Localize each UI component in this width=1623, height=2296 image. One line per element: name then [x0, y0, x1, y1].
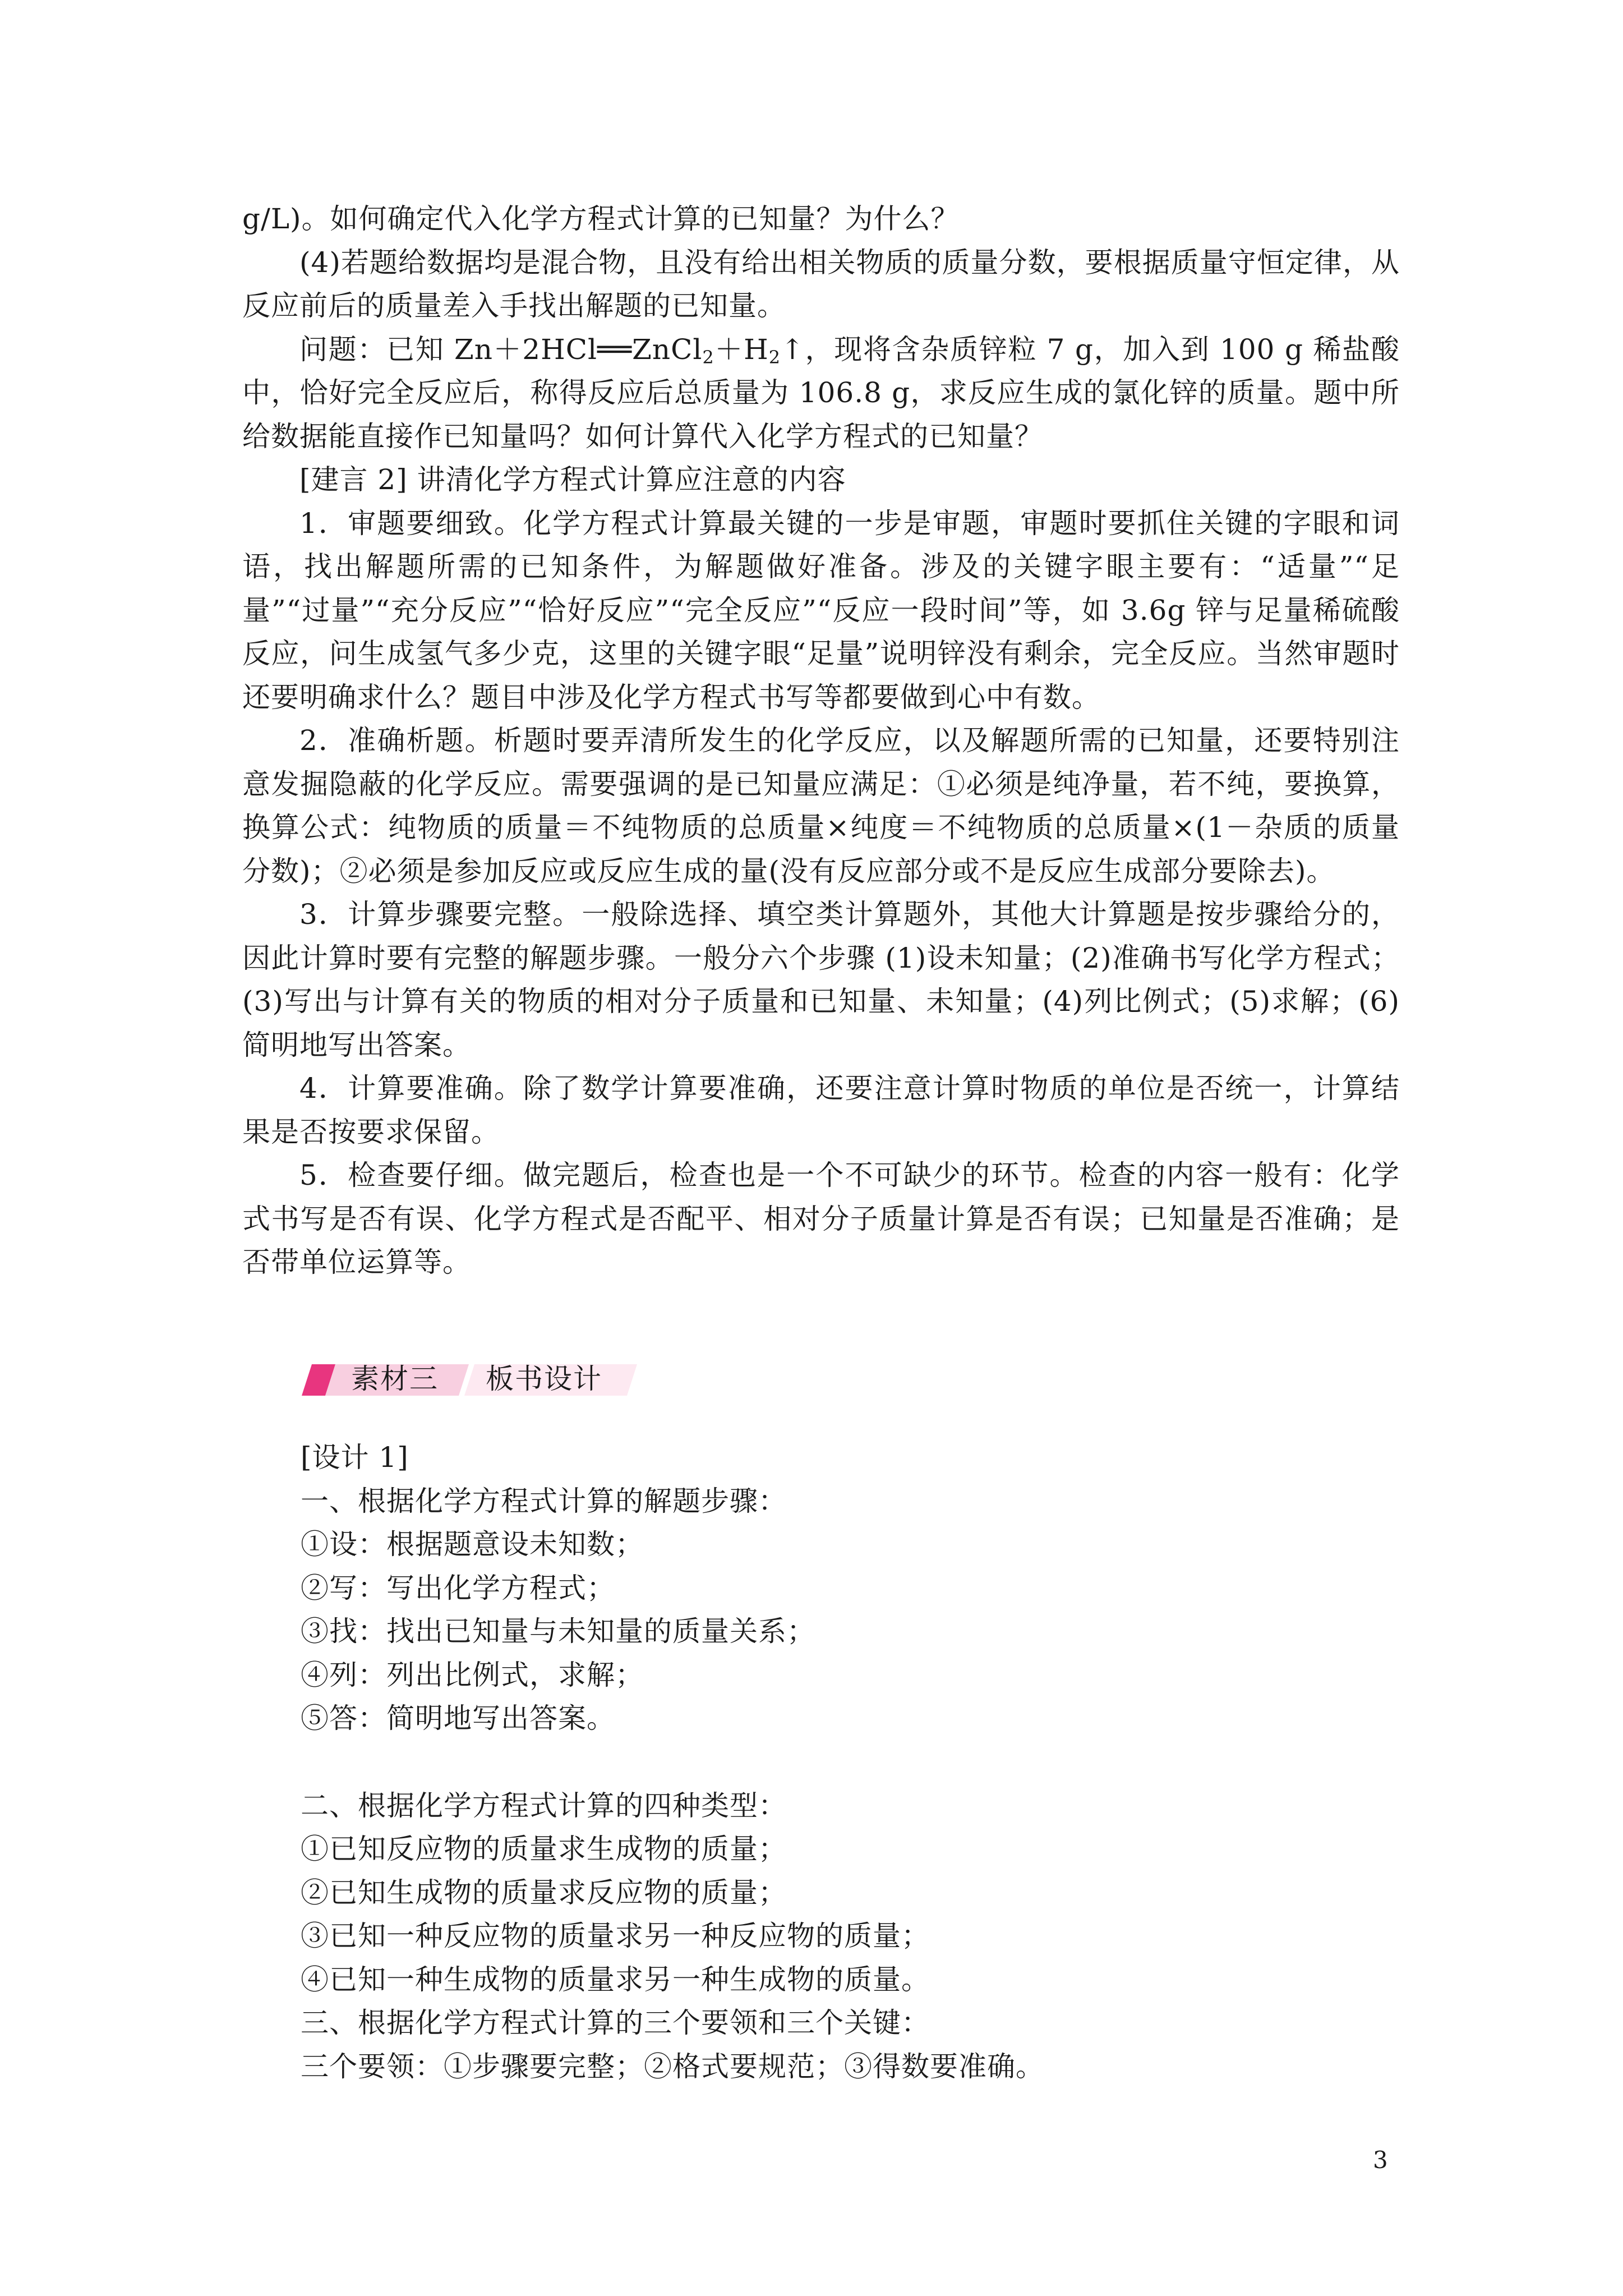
part2-item: ③已知一种反应物的质量求另一种反应物的质量；: [301, 1920, 930, 1952]
part1-item: ①设：根据题意设未知数；: [301, 1528, 644, 1561]
part2-item: ②已知生成物的质量求反应物的质量；: [301, 1876, 787, 1909]
point-3: 3．计算步骤要完整。一般除选择、填空类计算题外，其他大计算题是按步骤给分的，因此计算时要有完整的解题步骤。一般分六个步骤 (1)设未知量；(2)准确书写化学方程式；(3)写出与计算有关的物质的相对分子质量和已知量、未知量；(4)列比例式；(5)求解；(6)简明地写出答案。: [242, 898, 1400, 1061]
point-1: 1．审题要细致。化学方程式计算最关键的一步是审题，审题时要抓住关键的字眼和词语，找出解题所需的已知条件，为解题做好准备。涉及的关键字眼主要有：“适量”“足量”“过量”“充分反应”“恰好反应”“完全反应”“反应一段时间”等，如 3.6g 锌与足量稀硫酸反应，问生成氢气多少克，这里的关键字眼“足量”说明锌没有剩余，完全反应。当然审题时还要明确求什么？题目中涉及化学方程式书写等都要做到心中有数。: [242, 507, 1400, 714]
suggestion-heading: [建言 2] 讲清化学方程式计算应注意的内容: [299, 463, 846, 496]
part1-title: 一、根据化学方程式计算的解题步骤：: [301, 1484, 787, 1517]
design-heading: [设计 1]: [301, 1441, 409, 1474]
point-5: 5．检查要仔细。做完题后，检查也是一个不可缺少的环节。检查的内容一般有：化学式书写是否有误、化学方程式是否配平、相对分子质量计算是否有误；已知量是否准确；是否带单位运算等。: [242, 1159, 1400, 1278]
point-2: 2．准确析题。析题时要弄清所发生的化学反应，以及解题所需的已知量，还要特别注意发掘隐蔽的化学反应。需要强调的是已知量应满足：①必须是纯净量，若不纯，要换算，换算公式：纯物质的质量＝不纯物质的总质量×纯度＝不纯物质的总质量×(1－杂质的质量分数)；②必须是参加反应或反应生成的量(没有反应部分或不是反应生成部分要除去)。: [242, 724, 1400, 887]
part2-title: 二、根据化学方程式计算的四种类型：: [301, 1789, 787, 1822]
spacer: [301, 1741, 1400, 1784]
section-label: 素材三: [351, 1363, 439, 1395]
part2-item: ①已知反应物的质量求生成物的质量；: [301, 1833, 787, 1865]
part1-item: ⑤答：简明地写出答案。: [301, 1702, 615, 1734]
document-body: [242, 197, 1400, 1285]
part1-item: ②写：写出化学方程式；: [301, 1571, 615, 1604]
part1-item: ③找：找出已知量与未知量的质量关系；: [301, 1615, 815, 1648]
part3-title: 三、根据化学方程式计算的三个要领和三个关键：: [301, 2007, 930, 2039]
paragraph-2: (4)若题给数据均是混合物，且没有给出相关物质的质量分数，要根据质量守恒定律，从反应前后的质量差入手找出解题的已知量。: [242, 246, 1400, 322]
question-paragraph: 问题：已知 $Zn+2HCl══ZnCl_2+H_2↑$，现将含杂质锌粒 7 g，加入到 100 g 稀盐酸中，恰好完全反应后，称得反应后总质量为 106.8 g，求反应生成的氯化锌的质量。题中所给数据能直接作已知量吗？如何计算代入化学方程式的已知量？: [242, 333, 1400, 453]
part1-item: ④列：列出比例式，求解；: [301, 1658, 644, 1691]
board-design: [301, 1436, 1400, 2088]
part2-item: ④已知一种生成物的质量求另一种生成物的质量。: [301, 1963, 930, 1996]
text-block-1: [242, 197, 1400, 1285]
section-title: 板书设计: [486, 1363, 602, 1395]
section-banner: [301, 1356, 637, 1401]
point-4: 4．计算要准确。除了数学计算要准确，还要注意计算时物质的单位是否统一，计算结果是否按要求保留。: [242, 1072, 1400, 1148]
page-number: 3: [1373, 2146, 1388, 2174]
paragraph-1: g/L)。如何确定代入化学方程式计算的已知量？为什么？: [242, 203, 960, 235]
part3-line: 三个要领：①步骤要完整；②格式要规范；③得数要准确。: [301, 2050, 1044, 2083]
